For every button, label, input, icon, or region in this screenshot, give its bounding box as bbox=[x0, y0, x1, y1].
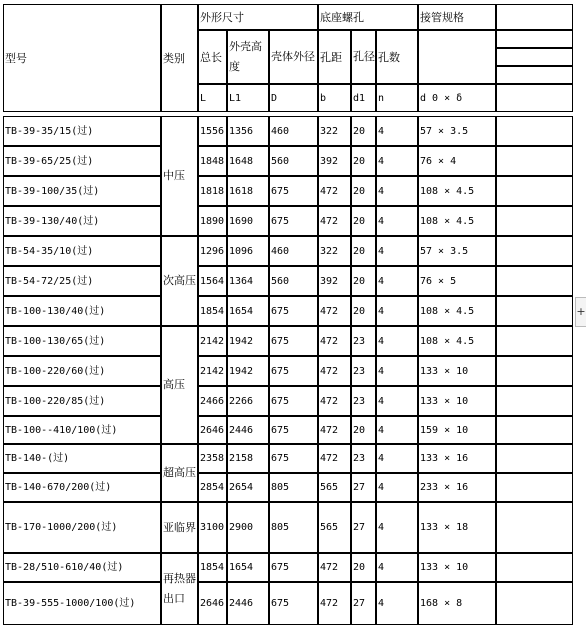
header-pipe-spec: 接管规格 bbox=[418, 4, 496, 30]
table-cell-D: 675 bbox=[269, 416, 318, 444]
table-cell-blank bbox=[496, 296, 573, 326]
header-model: 型号 bbox=[3, 4, 161, 112]
table-cell-D: 460 bbox=[269, 236, 318, 266]
table-cell-D: 675 bbox=[269, 176, 318, 206]
table-cell-L1: 1096 bbox=[227, 236, 269, 266]
table-cell-b: 472 bbox=[318, 326, 351, 356]
table-cell-d1: 27 bbox=[351, 582, 376, 625]
table-cell-L: 1854 bbox=[198, 553, 227, 582]
table-cell-pipe: 57 × 3.5 bbox=[418, 236, 496, 266]
header-shell-height: 外壳高度 bbox=[227, 30, 269, 84]
table-row-model: TB-39-100/35(过) bbox=[3, 176, 161, 206]
table-row-model: TB-54-72/25(过) bbox=[3, 266, 161, 296]
table-cell-n: 4 bbox=[376, 146, 418, 176]
table-cell-n: 4 bbox=[376, 206, 418, 236]
table-cell-pipe: 133 × 10 bbox=[418, 386, 496, 416]
table-cell-blank bbox=[496, 236, 573, 266]
category-cell: 高压 bbox=[161, 326, 198, 444]
table-cell-L: 2854 bbox=[198, 473, 227, 502]
table-cell-L: 2466 bbox=[198, 386, 227, 416]
table-cell-d1: 20 bbox=[351, 416, 376, 444]
table-cell-blank bbox=[496, 146, 573, 176]
category-cell: 亚临界 bbox=[161, 502, 198, 553]
table-cell-d1: 23 bbox=[351, 326, 376, 356]
table-cell-b: 565 bbox=[318, 502, 351, 553]
table-cell-b: 392 bbox=[318, 146, 351, 176]
table-cell-blank bbox=[496, 553, 573, 582]
header-sym-L1: L1 bbox=[227, 84, 269, 112]
table-cell-b: 472 bbox=[318, 582, 351, 625]
header-category: 类别 bbox=[161, 4, 198, 112]
expand-plus-button[interactable]: + bbox=[575, 297, 586, 327]
table-cell-b: 472 bbox=[318, 296, 351, 326]
table-cell-blank bbox=[496, 326, 573, 356]
table-row-model: TB-39-555-1000/100(过) bbox=[3, 582, 161, 625]
table-cell-L: 1890 bbox=[198, 206, 227, 236]
header-blank-bottom bbox=[496, 84, 573, 112]
table-cell-b: 472 bbox=[318, 206, 351, 236]
table-cell-d1: 23 bbox=[351, 386, 376, 416]
header-blank-mid-2 bbox=[496, 48, 573, 66]
table-cell-b: 322 bbox=[318, 116, 351, 146]
table-cell-L1: 1648 bbox=[227, 146, 269, 176]
table-cell-n: 4 bbox=[376, 502, 418, 553]
header-hole-count: 孔数 bbox=[376, 30, 418, 84]
header-sym-pipe: d 0 × δ bbox=[418, 84, 496, 112]
table-cell-L: 1818 bbox=[198, 176, 227, 206]
table-cell-D: 675 bbox=[269, 444, 318, 473]
table-row-model: TB-170-1000/200(过) bbox=[3, 502, 161, 553]
table-cell-b: 472 bbox=[318, 553, 351, 582]
header-pipe-blank bbox=[418, 30, 496, 84]
table-cell-b: 565 bbox=[318, 473, 351, 502]
table-cell-d1: 20 bbox=[351, 236, 376, 266]
table-cell-D: 675 bbox=[269, 386, 318, 416]
header-blank-mid-1 bbox=[496, 30, 573, 48]
table-cell-blank bbox=[496, 473, 573, 502]
table-cell-blank bbox=[496, 386, 573, 416]
table-cell-L: 1556 bbox=[198, 116, 227, 146]
table-cell-d1: 20 bbox=[351, 176, 376, 206]
table-cell-L1: 2446 bbox=[227, 416, 269, 444]
table-cell-L1: 1690 bbox=[227, 206, 269, 236]
table-row-model: TB-100-130/65(过) bbox=[3, 326, 161, 356]
table-cell-pipe: 108 × 4.5 bbox=[418, 176, 496, 206]
table-cell-b: 472 bbox=[318, 386, 351, 416]
table-cell-blank bbox=[496, 266, 573, 296]
table-cell-pipe: 108 × 4.5 bbox=[418, 326, 496, 356]
header-sym-D: D bbox=[269, 84, 318, 112]
table-cell-D: 805 bbox=[269, 502, 318, 553]
table-cell-blank bbox=[496, 416, 573, 444]
table-cell-D: 805 bbox=[269, 473, 318, 502]
table-cell-L1: 1356 bbox=[227, 116, 269, 146]
table-cell-L1: 2266 bbox=[227, 386, 269, 416]
table-cell-n: 4 bbox=[376, 416, 418, 444]
table-cell-pipe: 108 × 4.5 bbox=[418, 296, 496, 326]
table-cell-pipe: 168 × 8 bbox=[418, 582, 496, 625]
category-cell: 中压 bbox=[161, 116, 198, 236]
table-row-model: TB-100-220/60(过) bbox=[3, 356, 161, 386]
table-row-model: TB-100-130/40(过) bbox=[3, 296, 161, 326]
table-cell-D: 460 bbox=[269, 116, 318, 146]
category-cell: 再热器出口 bbox=[161, 553, 198, 625]
table-cell-n: 4 bbox=[376, 444, 418, 473]
table-row-model: TB-140-(过) bbox=[3, 444, 161, 473]
table-cell-b: 472 bbox=[318, 444, 351, 473]
table-cell-b: 472 bbox=[318, 176, 351, 206]
header-sym-d1: d1 bbox=[351, 84, 376, 112]
table-cell-L1: 1618 bbox=[227, 176, 269, 206]
header-blank-top bbox=[496, 4, 573, 30]
header-hole-pitch: 孔距 bbox=[318, 30, 351, 84]
table-cell-L1: 1942 bbox=[227, 356, 269, 386]
table-row-model: TB-140-670/200(过) bbox=[3, 473, 161, 502]
table-cell-d1: 20 bbox=[351, 206, 376, 236]
table-cell-L: 1848 bbox=[198, 146, 227, 176]
table-cell-pipe: 233 × 16 bbox=[418, 473, 496, 502]
table-cell-L1: 2654 bbox=[227, 473, 269, 502]
table-row-model: TB-39-35/15(过) bbox=[3, 116, 161, 146]
table-cell-L1: 1364 bbox=[227, 266, 269, 296]
table-cell-n: 4 bbox=[376, 236, 418, 266]
header-hole-dia: 孔径 bbox=[351, 30, 376, 84]
table-cell-L: 2646 bbox=[198, 582, 227, 625]
table-cell-b: 472 bbox=[318, 416, 351, 444]
table-cell-D: 560 bbox=[269, 146, 318, 176]
table-cell-pipe: 133 × 10 bbox=[418, 356, 496, 386]
table-cell-blank bbox=[496, 116, 573, 146]
table-cell-d1: 20 bbox=[351, 553, 376, 582]
table-cell-d1: 20 bbox=[351, 116, 376, 146]
table-cell-n: 4 bbox=[376, 356, 418, 386]
table-cell-n: 4 bbox=[376, 582, 418, 625]
table-row-model: TB-100-220/85(过) bbox=[3, 386, 161, 416]
table-cell-b: 322 bbox=[318, 236, 351, 266]
table-cell-n: 4 bbox=[376, 266, 418, 296]
table-cell-b: 392 bbox=[318, 266, 351, 296]
table-cell-blank bbox=[496, 356, 573, 386]
table-cell-L1: 1942 bbox=[227, 326, 269, 356]
table-cell-D: 675 bbox=[269, 296, 318, 326]
table-cell-L: 1564 bbox=[198, 266, 227, 296]
table-cell-n: 4 bbox=[376, 473, 418, 502]
table-cell-blank bbox=[496, 444, 573, 473]
table-cell-L1: 2446 bbox=[227, 582, 269, 625]
table-cell-pipe: 108 × 4.5 bbox=[418, 206, 496, 236]
table-cell-L: 1854 bbox=[198, 296, 227, 326]
table-cell-L: 2646 bbox=[198, 416, 227, 444]
table-cell-pipe: 133 × 16 bbox=[418, 444, 496, 473]
table-cell-D: 675 bbox=[269, 553, 318, 582]
table-cell-n: 4 bbox=[376, 176, 418, 206]
table-cell-n: 4 bbox=[376, 553, 418, 582]
table-cell-D: 560 bbox=[269, 266, 318, 296]
category-cell: 次高压 bbox=[161, 236, 198, 326]
table-row-model: TB-28/510-610/40(过) bbox=[3, 553, 161, 582]
table-cell-L: 2142 bbox=[198, 326, 227, 356]
table-cell-pipe: 76 × 4 bbox=[418, 146, 496, 176]
table-cell-blank bbox=[496, 502, 573, 553]
table-cell-L1: 1654 bbox=[227, 296, 269, 326]
table-cell-L: 2142 bbox=[198, 356, 227, 386]
table-cell-pipe: 133 × 10 bbox=[418, 553, 496, 582]
table-cell-d1: 27 bbox=[351, 473, 376, 502]
table-cell-d1: 20 bbox=[351, 266, 376, 296]
table-cell-L: 2358 bbox=[198, 444, 227, 473]
table-cell-pipe: 133 × 18 bbox=[418, 502, 496, 553]
table-cell-pipe: 57 × 3.5 bbox=[418, 116, 496, 146]
table-cell-d1: 20 bbox=[351, 146, 376, 176]
table-cell-n: 4 bbox=[376, 116, 418, 146]
table-row-model: TB-39-130/40(过) bbox=[3, 206, 161, 236]
table-cell-D: 675 bbox=[269, 206, 318, 236]
table-cell-n: 4 bbox=[376, 296, 418, 326]
header-sym-n: n bbox=[376, 84, 418, 112]
header-sym-b: b bbox=[318, 84, 351, 112]
table-cell-b: 472 bbox=[318, 356, 351, 386]
table-row-model: TB-54-35/10(过) bbox=[3, 236, 161, 266]
table-cell-d1: 27 bbox=[351, 502, 376, 553]
table-cell-D: 675 bbox=[269, 326, 318, 356]
table-cell-blank bbox=[496, 206, 573, 236]
table-cell-pipe: 159 × 10 bbox=[418, 416, 496, 444]
table-cell-L1: 2158 bbox=[227, 444, 269, 473]
table-cell-pipe: 76 × 5 bbox=[418, 266, 496, 296]
table-cell-L1: 1654 bbox=[227, 553, 269, 582]
table-cell-D: 675 bbox=[269, 356, 318, 386]
table-cell-blank bbox=[496, 176, 573, 206]
table-row-model: TB-39-65/25(过) bbox=[3, 146, 161, 176]
header-base-holes: 底座螺孔 bbox=[318, 4, 418, 30]
header-shell-od: 壳体外径 bbox=[269, 30, 318, 84]
table-cell-n: 4 bbox=[376, 326, 418, 356]
table-cell-D: 675 bbox=[269, 582, 318, 625]
table-cell-L: 1296 bbox=[198, 236, 227, 266]
table-cell-n: 4 bbox=[376, 386, 418, 416]
header-blank-mid-3 bbox=[496, 66, 573, 84]
table-cell-d1: 23 bbox=[351, 356, 376, 386]
header-total-length: 总长 bbox=[198, 30, 227, 84]
table-cell-d1: 23 bbox=[351, 444, 376, 473]
table-cell-blank bbox=[496, 582, 573, 625]
table-cell-L: 3100 bbox=[198, 502, 227, 553]
table-cell-L1: 2900 bbox=[227, 502, 269, 553]
category-cell: 超高压 bbox=[161, 444, 198, 502]
table-cell-d1: 20 bbox=[351, 296, 376, 326]
header-outline: 外形尺寸 bbox=[198, 4, 318, 30]
table-row-model: TB-100--410/100(过) bbox=[3, 416, 161, 444]
header-sym-L: L bbox=[198, 84, 227, 112]
